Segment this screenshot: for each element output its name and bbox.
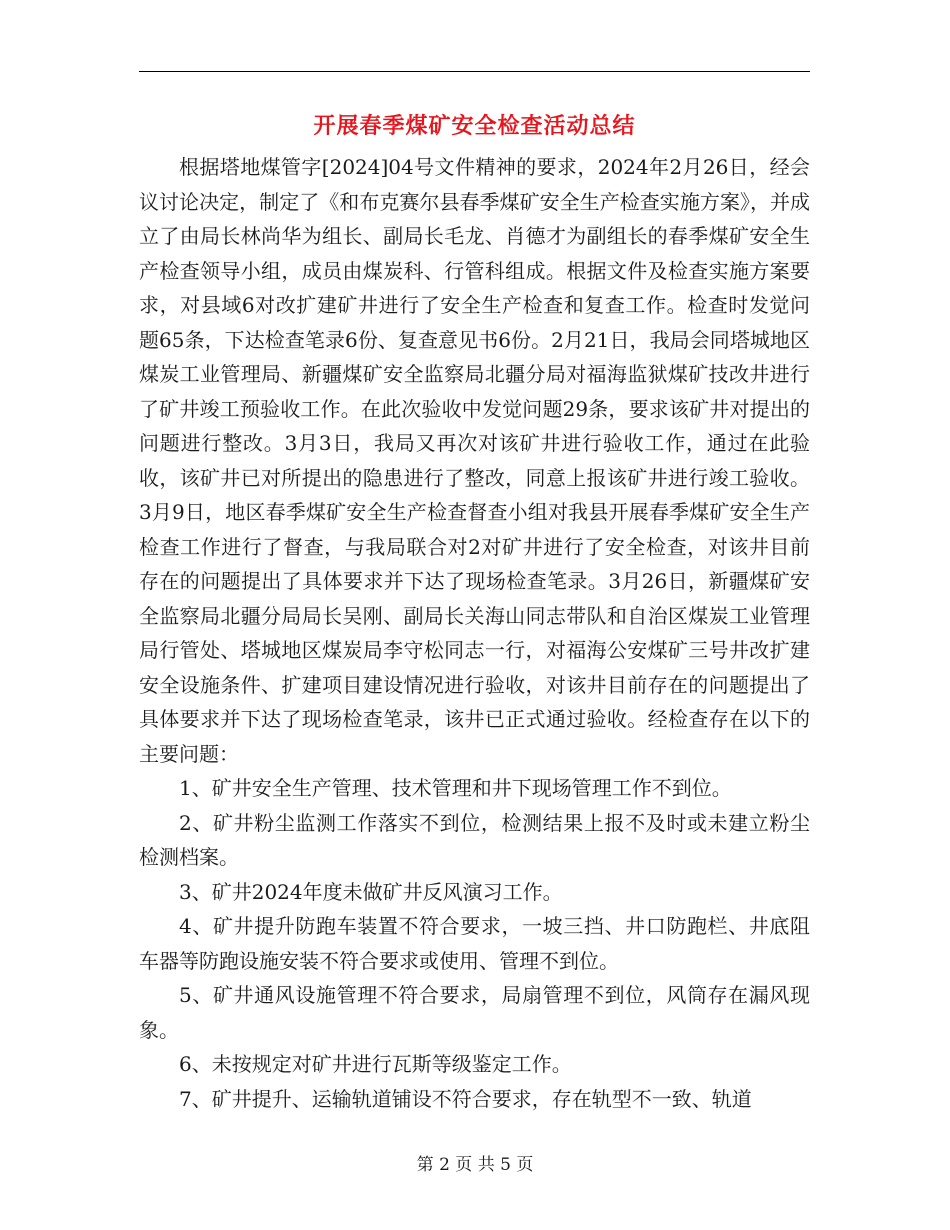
header-rule (139, 71, 810, 72)
paragraph-issue-7: 7、矿井提升、运输轨道铺设不符合要求，存在轨型不一致、轨道 (179, 1086, 752, 1111)
paragraph-issue-1: 1、矿井安全生产管理、技术管理和井下现场管理工作不到位。 (179, 776, 732, 800)
paragraph-issue-3: 3、矿井2024年度未做矿井反风演习工作。 (179, 879, 563, 904)
paragraph-issue-2: 2、矿井粉尘监测工作落实不到位，检测结果上报不及时或未建立粉尘检测档案。 (139, 810, 810, 869)
document-title: 开展春季煤矿安全检查活动总结 (313, 113, 636, 139)
paragraph-issue-5: 5、矿井通风设施管理不符合要求，局扇管理不到位，风筒存在漏风现象。 (139, 983, 810, 1042)
paragraph-issue-4: 4、矿井提升防跑车装置不符合要求，一坡三挡、井口防跑栏、井底阻车器等防跑设施安装不符合要求或使用、管理不到位。 (139, 914, 810, 973)
page-number-footer: 第 2 页 共 5 页 (416, 1155, 534, 1175)
document-body (139, 150, 810, 1116)
paragraph-intro: 根据塔地煤管字[2024]04号文件精神的要求，2024年2月26日，经会议讨论决定，制定了《和布克赛尔县春季煤矿安全生产检查实施方案》，并成立了由局长林尚华为组长、副局长毛龙、肖德才为副组长的春季煤矿安全生产检查领导小组，成员由煤炭科、行管科组成。根据文件及检查实施方案要求，对县域6对改扩建矿井进行了安全生产检查和复查工作。检查时发觉问题65条，下达检查笔录6份、复查意见书6份。2月21日，我局会同塔城地区煤炭工业管理局、新疆煤矿安全监察局北疆分局对福海监狱煤矿技改井进行了矿井竣工预验收工作。在此次验收中发觉问题29条，要求该矿井对提出的问题进行整改。3月3日，我局又再次对该矿井进行验收工作，通过在此验收，该矿井已对所提出的隐患进行了整改，同意上报该矿井进行竣工验收。3月9日，地区春季煤矿安全生产检查督查小组对我县开展春季煤矿安全生产检查工作进行了督查，与我局联合对2对矿井进行了安全检查，对该井目前存在的问题提出了具体要求并下达了现场检查笔录。3月26日，新疆煤矿安全监察局北疆分局局长吴刚、副局长关海山同志带队和自治区煤炭工业管理局行管处、塔城地区煤炭局李守松同志一行，对福海公安煤矿三号井改扩建安全设施条件、扩建项目建设情况进行验收，对该井目前存在的问题提出了具体要求并下达了现场检查笔录，该井已正式通过验收。经检查存在以下的主要问题： (139, 155, 810, 766)
paragraph-issue-6: 6、未按规定对矿井进行瓦斯等级鉴定工作。 (179, 1052, 572, 1076)
